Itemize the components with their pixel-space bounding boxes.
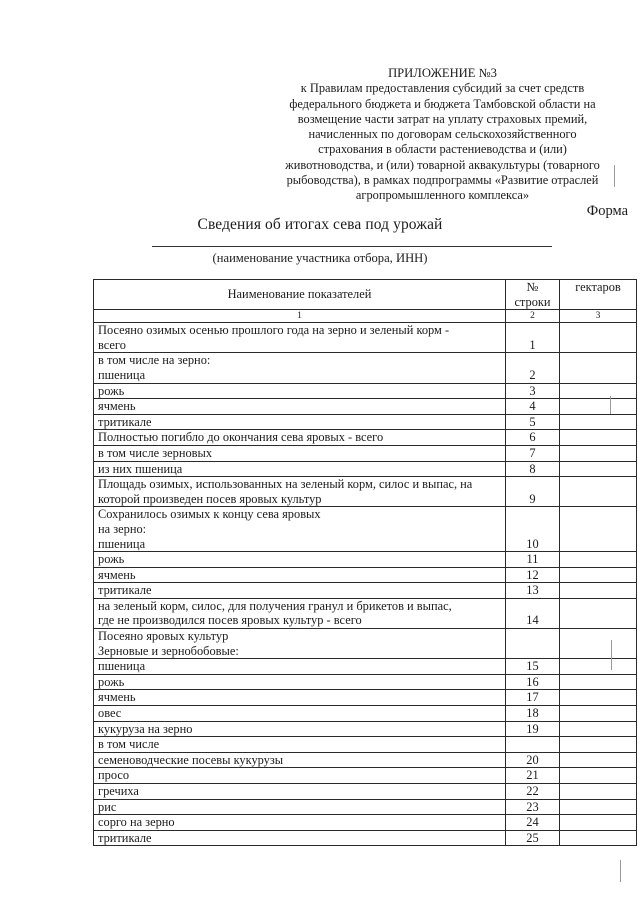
- table-row: [94, 784, 637, 800]
- scan-artifact: [611, 640, 612, 670]
- indicator-name-line: пшеница: [98, 367, 146, 382]
- indicator-name-line: рожь: [98, 552, 125, 567]
- document-title: Сведения об итогах сева под урожай: [197, 216, 443, 233]
- indicators-table: [93, 279, 637, 846]
- line-number: 17: [506, 690, 560, 706]
- indicator-name: [94, 552, 506, 568]
- line-number: 12: [506, 567, 560, 583]
- hectares-value-cell[interactable]: [560, 690, 637, 706]
- line-number: 3: [506, 383, 560, 399]
- indicator-name-line: в том числе на зерно:: [98, 353, 211, 368]
- table-row: [94, 567, 637, 583]
- line-number: 1: [506, 323, 560, 353]
- indicator-name: [94, 737, 506, 753]
- hectares-value-cell[interactable]: [560, 430, 637, 446]
- indicator-name: [94, 461, 506, 477]
- indicator-name-line: ячмень: [98, 690, 136, 705]
- hectares-value-cell[interactable]: [560, 629, 637, 659]
- annex-line: начисленных по договорам сельскохозяйственного: [308, 127, 577, 142]
- hectares-value-cell[interactable]: [560, 830, 637, 846]
- indicator-name-line: всего: [98, 337, 126, 352]
- indicator-name-line: в том числе: [98, 737, 160, 752]
- line-number: 13: [506, 583, 560, 599]
- line-number: 23: [506, 799, 560, 815]
- indicator-name-line: рожь: [98, 383, 125, 398]
- header-unit: гектаров: [560, 280, 637, 310]
- line-number: 22: [506, 784, 560, 800]
- table-row: [94, 552, 637, 568]
- line-number: [506, 629, 560, 659]
- table-row: [94, 430, 637, 446]
- indicator-name: [94, 799, 506, 815]
- line-number: 19: [506, 721, 560, 737]
- indicator-name: [94, 784, 506, 800]
- indicator-name-line: сорго на зерно: [98, 815, 175, 830]
- indicator-name-line: Посеяно озимых осенью прошлого года на зерно и зеленый корм -: [98, 323, 450, 338]
- indicator-name-line: Площадь озимых, использованных на зеленый корм, силос и выпас, на: [98, 477, 473, 492]
- scan-artifact: [610, 396, 611, 414]
- hectares-value-cell[interactable]: [560, 659, 637, 675]
- indicator-name: [94, 598, 506, 628]
- line-number: 14: [506, 598, 560, 628]
- participant-name-caption: (наименование участника отбора, ИНН): [212, 251, 428, 265]
- line-number: 18: [506, 706, 560, 722]
- indicator-name-line: Посеяно яровых культур: [98, 629, 229, 644]
- table-row: [94, 461, 637, 477]
- indicator-name-line: где не производился посев яровых культур - всего: [98, 613, 362, 628]
- table-row: [94, 598, 637, 628]
- hectares-value-cell[interactable]: [560, 598, 637, 628]
- annex-line: возмещение части затрат на уплату страховых премий,: [297, 111, 588, 126]
- table-row: [94, 629, 637, 659]
- table-row: [94, 583, 637, 599]
- hectares-value-cell[interactable]: [560, 507, 637, 552]
- indicator-name: [94, 507, 506, 552]
- indicator-name: [94, 477, 506, 507]
- line-number: 24: [506, 815, 560, 831]
- indicator-name: [94, 690, 506, 706]
- indicator-name: [94, 659, 506, 675]
- hectares-value-cell[interactable]: [560, 323, 637, 353]
- hectares-value-cell[interactable]: [560, 721, 637, 737]
- indicator-name-line: Сохранилось озимых к концу сева яровых: [98, 507, 321, 522]
- line-number: [506, 737, 560, 753]
- column-number: 2: [506, 310, 560, 323]
- annex-line: рыбоводства), в рамках подпрограммы «Развитие отраслей: [286, 173, 599, 188]
- annex-line: федерального бюджета и бюджета Тамбовской области на: [289, 96, 596, 111]
- indicator-name: [94, 768, 506, 784]
- table-row: [94, 690, 637, 706]
- header-line-number-word: строки: [514, 294, 551, 309]
- hectares-value-cell[interactable]: [560, 583, 637, 599]
- line-number: 7: [506, 445, 560, 461]
- line-number: 2: [506, 353, 560, 383]
- indicator-name-line: гречиха: [98, 784, 139, 798]
- indicator-name: [94, 430, 506, 446]
- hectares-value-cell[interactable]: [560, 399, 637, 415]
- indicator-name-line: которой произведен посев яровых культур: [98, 491, 322, 506]
- indicator-name: [94, 414, 506, 430]
- hectares-value-cell[interactable]: [560, 445, 637, 461]
- indicator-name: [94, 830, 506, 846]
- annex-line: животноводства, и (или) товарной аквакультуры (товарного: [285, 157, 600, 172]
- table-row: [94, 353, 637, 383]
- hectares-value-cell[interactable]: [560, 552, 637, 568]
- hectares-value-cell[interactable]: [560, 353, 637, 383]
- hectares-value-cell[interactable]: [560, 674, 637, 690]
- indicator-name-line: кукуруза на зерно: [98, 721, 193, 736]
- indicator-name: [94, 383, 506, 399]
- table-row: [94, 507, 637, 552]
- indicator-name: [94, 629, 506, 659]
- line-number: 4: [506, 399, 560, 415]
- line-number: 15: [506, 659, 560, 675]
- line-number: 8: [506, 461, 560, 477]
- indicator-name-line: на зеленый корм, силос, для получения гранул и брикетов и выпас,: [98, 598, 452, 613]
- table-row: [94, 674, 637, 690]
- annex-title: ПРИЛОЖЕНИЕ №3: [388, 66, 497, 80]
- indicator-name-line: ячмень: [98, 399, 136, 414]
- table-row: [94, 737, 637, 753]
- indicator-name-line: просо: [98, 768, 130, 783]
- line-number: 25: [506, 830, 560, 846]
- indicator-name: [94, 706, 506, 722]
- table-header-row: [94, 280, 637, 310]
- indicator-name-line: рис: [98, 799, 117, 814]
- header-line-number-symbol: №: [526, 280, 539, 294]
- table-row: [94, 323, 637, 353]
- indicator-name-line: в том числе зерновых: [98, 445, 213, 460]
- indicator-name-line: на зерно:: [98, 521, 147, 536]
- line-number: 20: [506, 752, 560, 768]
- header-line-number: [506, 280, 560, 310]
- table-row: [94, 721, 637, 737]
- indicator-name: [94, 399, 506, 415]
- form-label: Форма: [586, 203, 628, 219]
- scan-artifact: [614, 165, 615, 187]
- table-row: [94, 383, 637, 399]
- indicator-name: [94, 567, 506, 583]
- indicator-name-line: овес: [98, 706, 122, 721]
- line-number: 11: [506, 552, 560, 568]
- table-row: [94, 399, 637, 415]
- annex-header: [250, 66, 635, 204]
- hectares-value-cell[interactable]: [560, 768, 637, 784]
- indicator-name: [94, 583, 506, 599]
- indicator-name: [94, 674, 506, 690]
- line-number: 21: [506, 768, 560, 784]
- indicator-name-line: из них пшеница: [98, 461, 183, 476]
- table-row: [94, 768, 637, 784]
- indicator-name: [94, 752, 506, 768]
- line-number: 9: [506, 477, 560, 507]
- line-number: 5: [506, 414, 560, 430]
- scan-artifact: [620, 860, 621, 882]
- indicator-name-line: тритикале: [98, 414, 152, 429]
- line-number: 16: [506, 674, 560, 690]
- indicator-name-line: семеноводческие посевы кукурузы: [98, 752, 284, 767]
- annex-line: агропромышленного комплекса»: [355, 188, 530, 203]
- indicator-name-line: пшеница: [98, 536, 146, 551]
- line-number: 6: [506, 430, 560, 446]
- hectares-value-cell[interactable]: [560, 737, 637, 753]
- table-row: [94, 477, 637, 507]
- hectares-value-cell[interactable]: [560, 567, 637, 583]
- line-number: 10: [506, 507, 560, 552]
- hectares-value-cell[interactable]: [560, 383, 637, 399]
- hectares-value-cell[interactable]: [560, 414, 637, 430]
- hectares-value-cell[interactable]: [560, 799, 637, 815]
- indicator-name: [94, 815, 506, 831]
- participant-name-field-line: [152, 246, 552, 247]
- table-row: [94, 706, 637, 722]
- header-indicator-name: Наименование показателей: [94, 280, 506, 310]
- column-number: 3: [560, 310, 637, 323]
- indicator-name: [94, 445, 506, 461]
- hectares-value-cell[interactable]: [560, 752, 637, 768]
- indicator-name: [94, 353, 506, 383]
- column-number: 1: [94, 310, 506, 323]
- table-row: [94, 830, 637, 846]
- annex-line: к Правилам предоставления субсидий за счет средств: [300, 81, 585, 96]
- indicator-name-line: тритикале: [98, 830, 152, 845]
- table-row: [94, 815, 637, 831]
- hectares-value-cell[interactable]: [560, 815, 637, 831]
- indicator-name: [94, 721, 506, 737]
- hectares-value-cell[interactable]: [560, 784, 637, 800]
- hectares-value-cell[interactable]: [560, 706, 637, 722]
- table-row: [94, 445, 637, 461]
- annex-line: страхования в области растениеводства и (или): [318, 142, 567, 157]
- indicator-name-line: Зерновые и зернобобовые:: [98, 643, 239, 658]
- indicator-name: [94, 323, 506, 353]
- column-number-row: [94, 310, 637, 323]
- indicator-name-line: Полностью погибло до окончания сева яровых - всего: [98, 430, 384, 445]
- indicator-name-line: ячмень: [98, 567, 136, 582]
- indicator-name-line: тритикале: [98, 583, 152, 598]
- indicator-name-line: рожь: [98, 674, 125, 689]
- hectares-value-cell[interactable]: [560, 461, 637, 477]
- indicator-name-line: пшеница: [98, 659, 146, 674]
- table-row: [94, 659, 637, 675]
- table-row: [94, 414, 637, 430]
- table-row: [94, 752, 637, 768]
- hectares-value-cell[interactable]: [560, 477, 637, 507]
- table-row: [94, 799, 637, 815]
